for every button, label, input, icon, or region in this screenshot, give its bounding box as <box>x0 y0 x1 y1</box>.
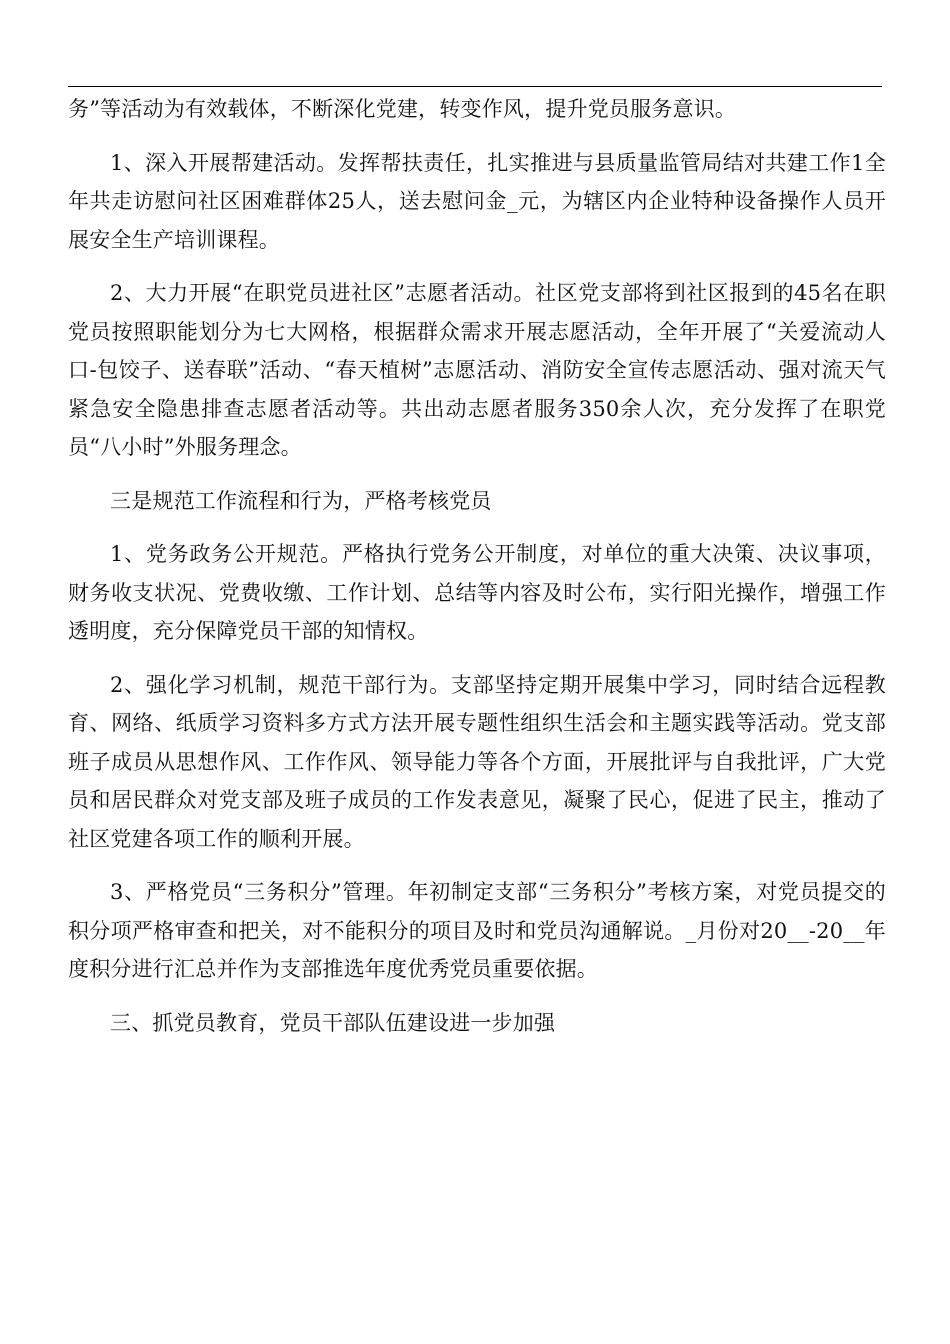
section-heading-3: 三是规范工作流程和行为，严格考核党员 <box>110 488 492 513</box>
paragraph-item-3-3: 3、严格党员“三务积分”管理。年初制定支部“三务积分”考核方案，对党员提交的积分项严格审查和把关，对不能积分的项目及时和党员沟通解说。_月份对20__-20__年度积分进行汇总并作为支部推选年度优秀党员重要依据。 <box>68 880 886 981</box>
paragraph-item-3-1: 1、党务政务公开规范。严格执行党务公开制度，对单位的重大决策、决议事项，财务收支状况、党费收缴、工作计划、总结等内容及时公布，实行阳光操作，增强工作透明度，充分保障党员干部的知情权。 <box>68 542 886 643</box>
header-rule <box>68 86 882 87</box>
document-body <box>68 90 886 1042</box>
paragraph-item-2: 2、大力开展“在职党员进社区”志愿者活动。社区党支部将到社区报到的45名在职党员按照职能划分为七大网格，根据群众需求开展志愿活动，全年开展了“关爱流动人口-包饺子、送春联”活动、“春天植树”志愿活动、消防安全宣传志愿活动、强对流天气紧急安全隐患排查志愿者活动等。共出动志愿者服务350余人次，充分发挥了在职党员“八小时”外服务理念。 <box>68 281 886 459</box>
section-heading-education: 三、抓党员教育，党员干部队伍建设进一步加强 <box>110 1010 556 1035</box>
paragraph-item-3-2: 2、强化学习机制，规范干部行为。支部坚持定期开展集中学习，同时结合远程教育、网络、纸质学习资料多方式方法开展专题性组织生活会和主题实践等活动。党支部班子成员从思想作风、工作作风、领导能力等各个方面，开展批评与自我批评，广大党员和居民群众对党支部及班子成员的工作发表意见，凝聚了民心，促进了民主，推动了社区党建各项工作的顺利开展。 <box>68 672 886 851</box>
paragraph-item-1: 1、深入开展帮建活动。发挥帮扶责任，扎实推进与县质量监管局结对共建工作1全年共走访慰问社区困难群体25人，送去慰问金_元，为辖区内企业特种设备操作人员开展安全生产培训课程。 <box>68 150 886 252</box>
paragraph-continuation: 务”等活动为有效载体，不断深化党建，转变作风，提升党员服务意识。 <box>68 97 737 121</box>
